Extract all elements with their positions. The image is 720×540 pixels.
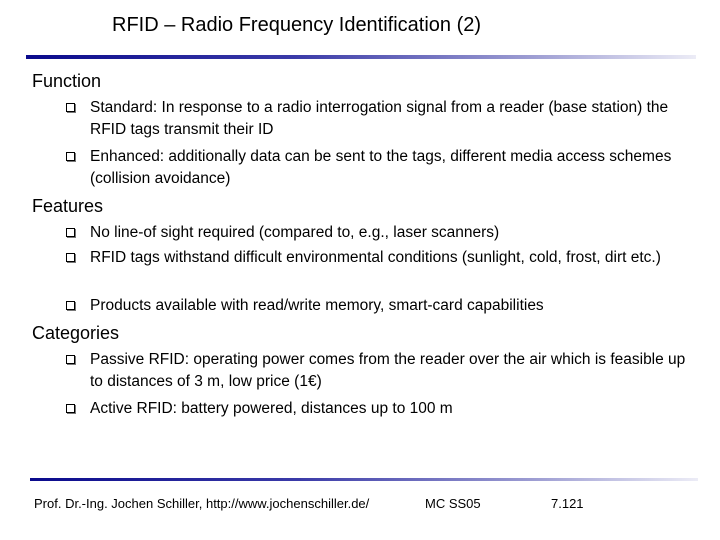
bullet-text: Standard: In response to a radio interrogation signal from a reader (base station) the RFID tags transmit their ID	[90, 99, 669, 138]
bullet-text: Products available with read/write memory, smart-card capabilities	[90, 297, 544, 314]
footer-author: Prof. Dr.-Ing. Jochen Schiller, http://www.jochenschiller.de/	[34, 496, 370, 511]
section-heading-function: Function	[32, 71, 102, 91]
bullet-text: Active RFID: battery powered, distances up to 100 m	[90, 400, 453, 417]
footer-divider	[30, 478, 698, 481]
bullet-item	[90, 247, 700, 269]
bullet-item	[90, 146, 700, 190]
bullet-item	[90, 222, 700, 244]
checkbox-bullet-icon	[66, 404, 75, 413]
section-heading-features: Features	[32, 196, 104, 216]
footer-course: MC SS05	[425, 496, 481, 511]
checkbox-bullet-icon	[66, 253, 75, 262]
checkbox-bullet-icon	[66, 103, 75, 112]
bullet-text: No line-of sight required (compared to, e.g., laser scanners)	[90, 224, 500, 241]
bullet-item	[90, 349, 700, 393]
slide-title: RFID – Radio Frequency Identification (2)	[112, 14, 482, 36]
bullet-item	[90, 398, 700, 420]
bullet-item	[90, 295, 700, 317]
checkbox-bullet-icon	[66, 301, 75, 310]
bullet-text: Passive RFID: operating power comes from the reader over the air which is feasible up to distances of 3 m, low price (1€)	[90, 351, 686, 390]
footer-page-number: 7.121	[551, 496, 584, 511]
checkbox-bullet-icon	[66, 355, 75, 364]
bullet-item	[90, 97, 700, 141]
bullet-text: RFID tags withstand difficult environmental conditions (sunlight, cold, frost, dirt etc.)	[90, 249, 661, 266]
section-heading-categories: Categories	[32, 323, 120, 343]
bullet-text: Enhanced: additionally data can be sent to the tags, different media access schemes (collision avoidance)	[90, 148, 672, 187]
checkbox-bullet-icon	[66, 152, 75, 161]
checkbox-bullet-icon	[66, 228, 75, 237]
title-divider	[26, 55, 696, 59]
